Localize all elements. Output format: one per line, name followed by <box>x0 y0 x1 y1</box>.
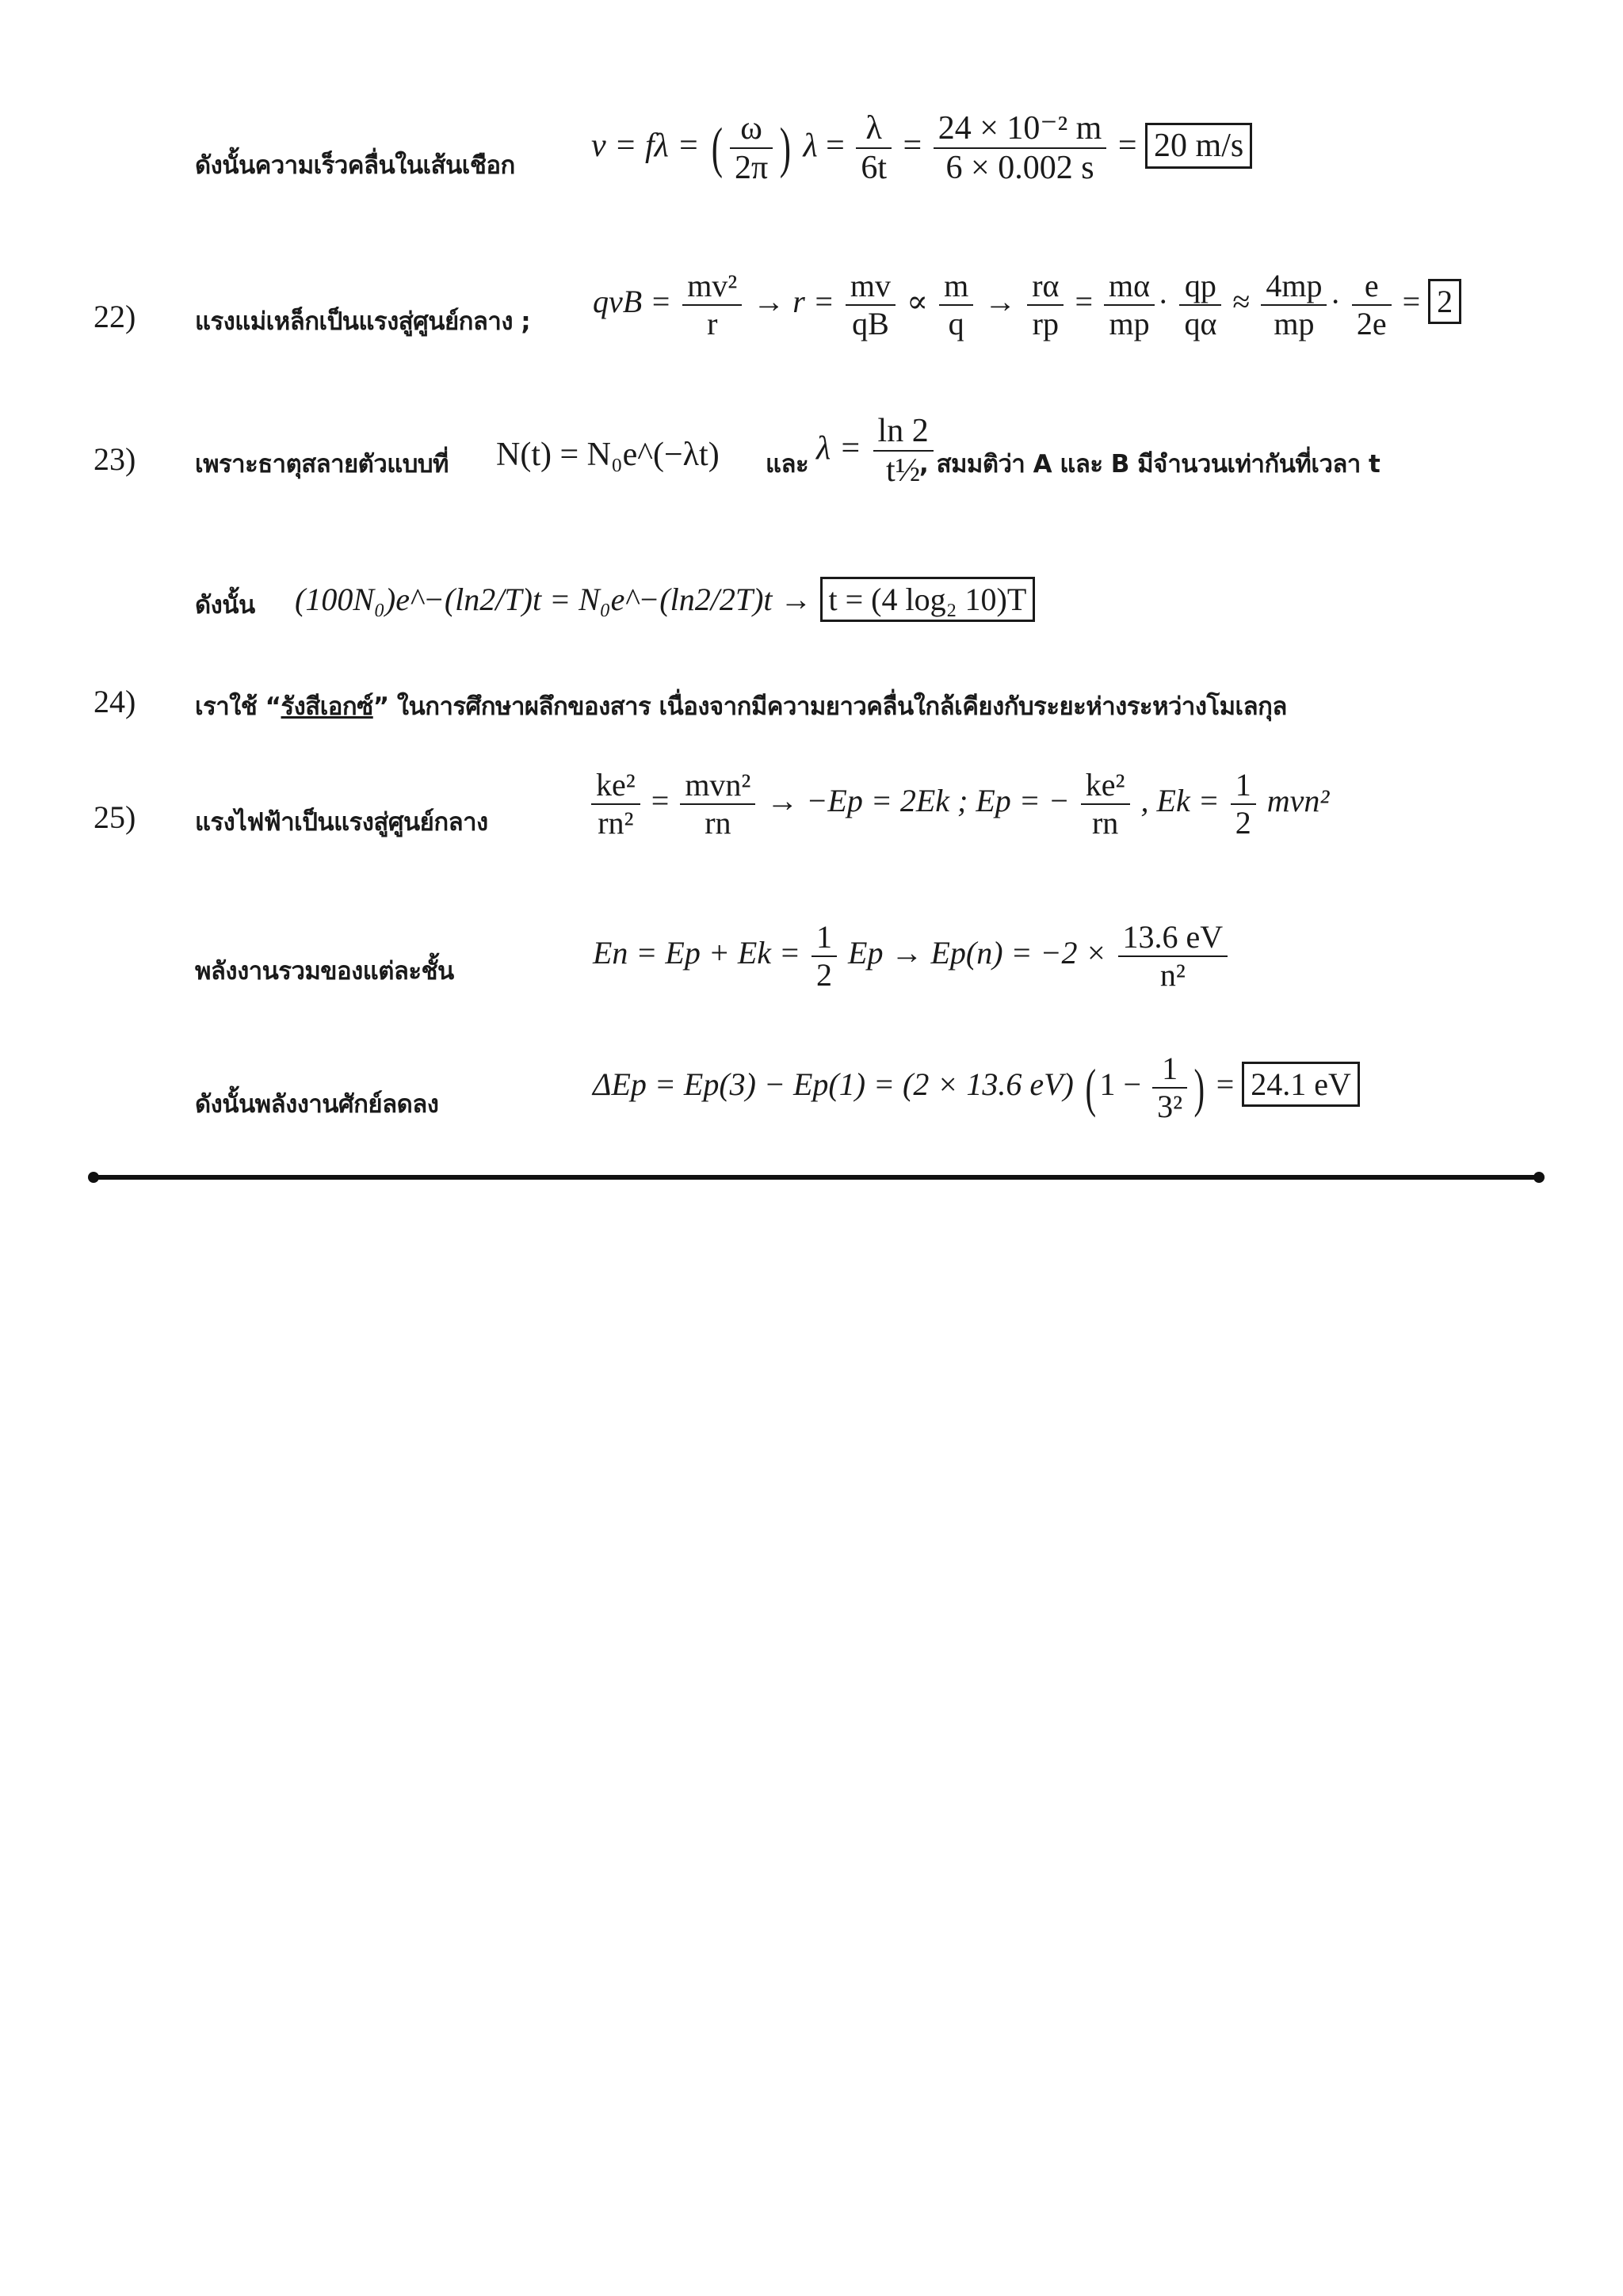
frac-top: mvn² <box>680 767 755 805</box>
eq-part: v = fλ = <box>591 127 700 164</box>
frac-bottom: r <box>707 306 718 341</box>
q23-and: และ <box>766 450 809 479</box>
question-number: 24) <box>94 684 136 719</box>
eq-part: ∝ <box>906 284 929 320</box>
q23-equation <box>295 577 1035 622</box>
fraction <box>1352 268 1392 342</box>
answer-box: 24.1 eV <box>1242 1062 1360 1107</box>
eq-part: ΔEp = Ep(3) − Ep(1) = (2 × 13.6 eV) <box>593 1066 1074 1103</box>
frac-bottom: n² <box>1159 957 1186 993</box>
frac-top: ω <box>730 109 773 149</box>
paren: ( <box>1085 1057 1096 1118</box>
answer-box: t = (4 log₂ 10)T <box>820 577 1036 622</box>
fraction <box>1179 268 1221 342</box>
eq-part: → r = <box>753 284 834 320</box>
frac-bottom: 2π <box>734 150 769 187</box>
frac-top: 4mp <box>1261 268 1327 306</box>
q25-text-2: พลังงานรวมของแต่ละชั้น <box>195 957 454 986</box>
q23-text-1: เพราะธาตุสลายตัวแบบที่ <box>195 450 449 479</box>
eq-part: → −Ep = 2Ek ; Ep = − <box>766 783 1070 819</box>
eq-part: 1 − <box>1099 1066 1142 1103</box>
frac-bottom: 6t <box>861 150 888 187</box>
fraction <box>1027 268 1064 342</box>
fraction <box>1081 767 1130 841</box>
fraction <box>1118 919 1228 994</box>
q22-equation: qvB = $\frac{\text{mv²}}{r}$ → r = $\frac{mv}{qB}$ ∝ $\frac{m}{q}$ → $\frac{r\alpha}{rp}$ = $\frac{m\alpha}{mp}$ · $\frac{qp}{q\alpha}$ ≈ $\frac{4mp}{mp}$ · $\frac{e}{2e}$ = 2 <box>593 268 1461 342</box>
paren: ( <box>711 116 724 180</box>
frac-bottom: 3² <box>1157 1089 1183 1124</box>
eq-part: En = Ep + Ek = <box>593 935 801 971</box>
frac-top: m <box>939 268 973 306</box>
frac-bottom: 2e <box>1356 306 1387 341</box>
answer-box: 20 m/s <box>1145 123 1252 169</box>
fraction <box>730 109 773 188</box>
frac-top: 1 <box>1152 1051 1187 1089</box>
q23-lambda <box>816 412 937 490</box>
frac-bottom: qα <box>1184 306 1217 341</box>
fraction <box>680 767 755 841</box>
frac-top: ke² <box>1081 767 1130 805</box>
frac-top: λ <box>856 109 892 149</box>
eq-part: qvB = <box>593 284 672 320</box>
frac-bottom: rp <box>1032 306 1059 341</box>
q25-equation-2 <box>593 919 1231 994</box>
eq-part: λ <box>803 127 818 164</box>
q21-text: ดังนั้นความเร็วคลื่นในเส้นเชือก <box>195 151 515 180</box>
fraction <box>682 268 742 342</box>
eq-part: (100N₀)e^−(ln2/T)t = N₀e^−(ln2/2T)t → <box>295 582 812 617</box>
q25-text-3: ดังนั้นพลังงานศักย์ลดลง <box>195 1090 439 1119</box>
frac-top: qp <box>1179 268 1221 306</box>
frac-bottom: rn <box>1091 805 1119 841</box>
eq-part: mvn² <box>1266 783 1330 819</box>
frac-bottom: 2 <box>1235 805 1251 841</box>
frac-top: 1 <box>1231 767 1256 805</box>
frac-top: ln 2 <box>873 412 934 452</box>
frac-bottom: rn² <box>598 805 634 841</box>
fraction <box>1231 767 1256 841</box>
eq-part: Ep → Ep(n) = −2 × <box>848 935 1107 971</box>
frac-bottom: mp <box>1109 306 1150 341</box>
eq-part: λ = <box>816 429 862 467</box>
text-part: ” ในการศึกษาผลึกของสาร เนื่องจากมีความยาวคลื่นใกล้เคียงกับระยะห่างระหว่างโมเลกุล <box>372 692 1287 721</box>
frac-bottom: mp <box>1274 306 1315 341</box>
frac-top: 24 × 10⁻² m <box>934 109 1107 149</box>
question-number: 22) <box>94 299 136 334</box>
fraction <box>846 268 896 342</box>
paren: ) <box>779 116 792 180</box>
q21-equation: v = fλ = ( $\frac{\omega}{2\pi}$ ) λ = $\frac{\lambda}{6t}$ = $\frac{\text{24 × 10⁻² m}}{6 \times 0.002 s}$ = 20 m/s <box>591 109 1252 188</box>
section-divider <box>87 1169 1545 1185</box>
frac-top: rα <box>1027 268 1064 306</box>
fraction <box>934 109 1107 188</box>
q23-text-3: ดังนั้น <box>195 591 255 620</box>
q23-decay-law: N(t) = N₀e^(−λt) <box>496 437 720 473</box>
question-number: 25) <box>94 799 136 835</box>
question-number: 23) <box>94 441 136 477</box>
fraction <box>1261 268 1327 342</box>
frac-top: mv <box>846 268 896 306</box>
frac-top: e <box>1352 268 1392 306</box>
fraction <box>939 268 973 342</box>
q22-text: แรงแม่เหล็กเป็นแรงสู่ศูนย์กลาง ; <box>195 307 531 336</box>
frac-top: mv² <box>682 268 742 306</box>
frac-bottom: qB <box>852 306 889 341</box>
paren: ) <box>1193 1057 1205 1118</box>
frac-top: ke² <box>591 767 640 805</box>
text-part: เราใช้ “ <box>195 692 281 721</box>
q23-text-2: , สมมติว่า A และ B มีจำนวนเท่ากันที่เวลา t <box>919 450 1381 479</box>
frac-top: mα <box>1104 268 1155 306</box>
q25-text-1: แรงไฟฟ้าเป็นแรงสู่ศูนย์กลาง <box>195 808 488 837</box>
answer-box: 2 <box>1428 279 1461 324</box>
frac-top: 13.6 eV <box>1118 919 1228 957</box>
divider-dot-left <box>88 1172 99 1183</box>
divider-dot-right <box>1533 1172 1545 1183</box>
fraction <box>856 109 892 188</box>
frac-bottom: rn <box>705 805 731 841</box>
frac-top: 1 <box>812 919 837 957</box>
frac-bottom: 6 × 0.002 s <box>945 150 1094 187</box>
fraction <box>1104 268 1155 342</box>
eq-part: ≈ <box>1232 284 1251 320</box>
frac-bottom: q <box>948 306 964 341</box>
underlined-term: รังสีเอกซ์ <box>281 692 373 721</box>
q24-text <box>195 686 1287 726</box>
q25-equation-1: $\frac{\text{ke²}}{\text{rn²}}$ = $\frac{\text{mvn²}}{rn}$ → −Ep = 2Ek ; Ep = − $\frac{\text{ke²}}{rn}$ , Ek = $\frac{1}{2}$ mvn² <box>588 767 1329 841</box>
frac-bottom: 2 <box>816 957 833 993</box>
q25-equation-3: ΔEp = Ep(3) − Ep(1) = (2 × 13.6 eV) ( 1 − $\frac{1}{\text{3²}}$ ) = 24.1 eV <box>593 1051 1360 1125</box>
fraction <box>812 919 837 994</box>
frac-bottom: t½ <box>886 452 921 490</box>
eq-part: , Ek = <box>1140 783 1220 819</box>
fraction <box>591 767 640 841</box>
fraction <box>1152 1051 1187 1125</box>
